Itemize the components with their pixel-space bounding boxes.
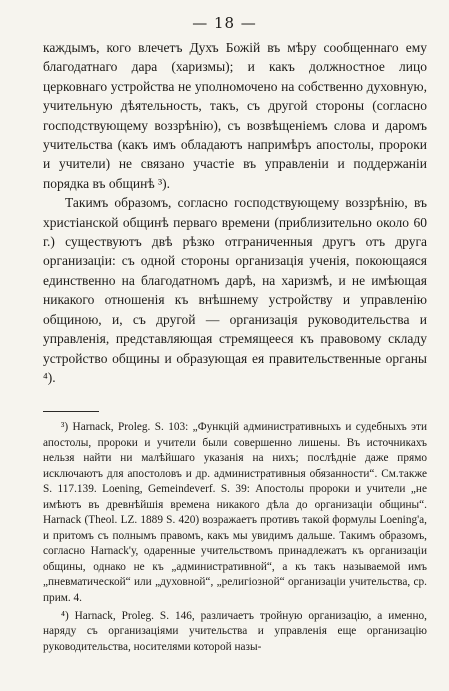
footnote-3: ³) Harnack, Proleg. S. 103: „Функцій административныхъ и судебныхъ эти апостолы, пророки и учители были совершенно лишены. Въ источникахъ нельзя найти ни малѣйшаго указанія на нихъ; послѣдніе даже прямо исключаютъ для апостоловъ и др. административныя обязанности“. См.также S. 117.139. Loening, Gemeindeverf. S. 39: Апостолы пророки и учители „не имѣютъ въ древнѣйшія времена никакого дѣла до организаціи общины“. Harnack (Theol. LZ. 1889 S. 420) возражаетъ противъ такой формулы Loening'a, и притомъ съ полнымъ правомъ, какъ мы увидимъ дальше. Такимъ образомъ, согласно Harnack'у, одаренные учительствомъ принадлежатъ къ организаціи общины, однако не къ „административной“, а къ такъ называемой имъ „пневматической“ или „духовной“, „религіозной“ организаціи учительства, ср. прим. 4. (43, 421, 427, 605)
paragraph-2: Такимъ образомъ, согласно господствующему воззрѣнію, въ христіанской общинѣ перваго времени (приблизительно около 60 г.) существуютъ двѣ рѣзко отграниченныя другъ отъ друга организаціи: съ одной стороны организація ученія, покоющаяся единственно на благодатномъ дарѣ, на харизмѣ, и не имѣющая никакого отношенія къ внѣшнему устройству и управленію общиною, и, съ другой — организація руководительства и управленія, представляющая стремящееся къ правовому складу устройство общины и образующая ея правительственные органы ⁴). (43, 195, 427, 385)
footnote-separator (43, 411, 99, 412)
footnote-4: ⁴) Harnack, Proleg. S. 146, различаетъ тройную организацію, а именно, наряду съ организаціями учительства и управленія еще организацію руководительства, носителями которой назы- (43, 609, 427, 653)
footnotes (43, 420, 427, 655)
main-text (43, 38, 427, 387)
paragraph-1: каждымъ, кого влечетъ Духъ Божій въ мѣру сообщеннаго ему благодатнаго дара (харизмы); и какъ должностное лицо церковнаго устройства не уполномочено на собственно духовную, учительную дѣятельность, такъ, съ другой стороны (согласно господствующему воззрѣнію), съ возвѣщеніемъ слова и даромъ учительства (какъ имъ обладаютъ напримѣръ апостолы, пророки и учители) не связано участіе въ управленіи и поддержаніи порядка въ общинѣ ³). (43, 40, 427, 191)
page-number: — 18 — (192, 14, 257, 32)
